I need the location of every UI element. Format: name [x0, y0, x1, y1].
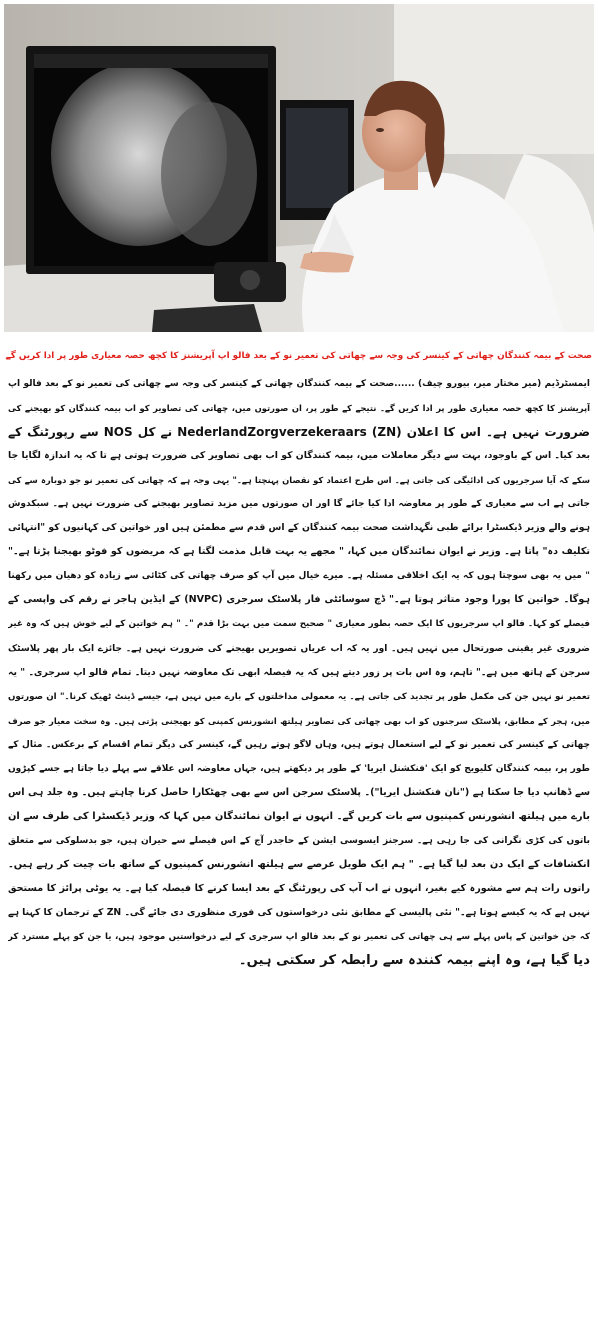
body-line: بارے میں ہیلتھ انشورنس کمپنیوں سے بات کریں گے۔ انہوں نے ایوان نمائندگان میں کہا کہ وزیر ڈیکسٹرا کی طرف سے ان: [8, 810, 590, 822]
body-line: ایمسٹرڈیم (میر مختار میر، بیورو چیف) ......صحت کے بیمہ کنندگان چھاتی کے کینسر کی وجہ سے چھاتی کی تعمیر نو کے بعد فالو اپ: [8, 379, 590, 389]
body-line: فیصلے کو کہا۔ فالو اپ سرجریوں کا ایک حصہ بطور معیاری " صحیح سمت میں بہت بڑا قدم "۔ " ہم خواتین کے لیے خوش ہیں کہ وہ غیر: [8, 619, 590, 630]
article-body: [8, 372, 590, 973]
body-line: کہ جن خواتین کے پاس پہلے سے ہی چھاتی کی تعمیر نو کے بعد فالو اپ سرجری کے لیے درخواستیں موجود ہیں، یا جن کو پہلے مسترد کر: [8, 932, 590, 943]
body-line-last: دیا گیا ہے، وہ اپنے بیمہ کنندہ سے رابطہ کر سکتی ہیں۔: [238, 953, 590, 969]
body-line: " میں یہ بھی سوچتا ہوں کہ یہ ایک اخلاقی مسئلہ ہے۔ میرے خیال میں آپ کو صرف چھاتی کی کٹائی سے زیادہ کو دھیان میں رکھنا: [8, 571, 590, 582]
body-line: سرجن کے ہاتھ میں ہے۔" تاہم، وہ اس بات پر زور دیتے ہیں کہ یہ فیصلہ ابھی تک معاوضہ نہیں دیتا۔ تمام فالو اپ سرجری۔ " یہ: [8, 666, 590, 678]
body-line: باتوں کی کڑی نگرانی کی جا رہی ہے۔ سرجنز ایسوسی ایشن کے حاجدر آج کے اس فیصلے سے حیران ہیں، جو بدسلوکی سے متعلق: [8, 835, 590, 846]
body-line: طور پر، بیمہ کنندگان کلیویج کو ایک 'فنکشنل ایریا' کے طور پر دیکھتے ہیں، جہاں معاوضہ اس علاقے سے پہلے دیا جاتا ہے جسے کپڑوں: [8, 763, 590, 774]
body-line: ہونے والے وزیر ڈیکسٹرا برائے طبی نگہداشت صحت بیمہ کنندگان کے اس قدم سے مطمئن ہیں اور خواتین کی کہانیوں کو "انتہائی: [8, 522, 590, 534]
body-line: میں، ہجر کے مطابق، پلاسٹک سرجنوں کو اب بھی چھاتی کی تصاویر ہیلتھ انشورنس کمپنی کو بھیجنی پڑتی ہیں۔ وہ سخت معیار جو صرف: [8, 715, 590, 726]
body-line: تکلیف دہ" پاتا ہے۔ وزیر نے ایوان نمائندگان میں کہا، " مجھے یہ بہت قابل مذمت لگتا ہے کہ مریضوں کو فوٹو بھیجنا پڑتا ہے۔": [8, 546, 590, 558]
mammogram-radiologist-photo: [4, 4, 594, 332]
article-photo: [4, 4, 594, 332]
body-line: ضروری غیر یقینی صورتحال میں نہیں ہیں۔ اور یہ کہ اب عریاں تصویریں بھیجنے کی ضرورت نہیں ہے۔ جائزے ایک بار پھر پلاسٹک: [8, 643, 590, 654]
body-line: جاتی ہے اب سے معیاری کے طور پر معاوضہ ادا کیا جائے گا اور ان صورتوں میں مزید تصاویر بھیجنے کی ضرورت نہیں ہے۔ سبکدوش: [8, 499, 590, 510]
body-line: ہوگا۔ خواتین کا پورا وجود متاثر ہوتا ہے۔" ڈچ سوسائٹی فار پلاسٹک سرجری (NVPC) کے ایڈین ہاجر نے رقم کی واپسی کے: [8, 594, 590, 606]
body-line: سے ڈھانپ دیا جا سکتا ہے ("نان فنکشنل ایریا")۔ پلاسٹک سرجن اس سے بھی چھٹکارا حاصل کرنا چاہتے ہیں۔ وہ جلد ہی اس: [8, 786, 590, 798]
body-line: نہیں ہے کہ یہ کیسے ہوتا ہے۔" نئی پالیسی کے مطابق نئی درخواستوں کی فوری منظوری دی جائے گی۔ ZN کے ترجمان کا کہنا ہے: [8, 907, 590, 919]
article-headline: صحت کے بیمہ کنندگان چھاتی کے کینسر کی وجہ سے چھاتی کی تعمیر نو کے بعد فالو اپ آپریشنز کا کچھ حصہ معیاری طور پر ادا کریں گے: [5, 351, 592, 361]
body-line: سکے کہ آیا سرجریوں کی ادائیگی کی جاتی ہے۔ اس طرح اعتماد کو نقصان پہنچتا ہے۔" یہی وجہ ہے کہ چھاتی کی تعمیر نو جو دوبارہ سے کی: [8, 475, 590, 486]
body-line: آپریشنز کا کچھ حصہ معیاری طور پر ادا کریں گے۔ نتیجے کے طور پر، ان صورتوں میں، چھاتی کی تصاویر کو اب بیمہ کنندگان کو بھیجنے کی: [8, 403, 590, 414]
body-line: راتوں رات ہم سے مشورہ کیے بغیر، انہوں نے اب آپ کی رپورٹنگ کے بعد ایسا کرنے کا فیصلہ کیا ہے۔ یہ یوٹی پرائز کا مستحق: [8, 882, 590, 894]
body-line: بعد کیا۔ اس کے باوجود، بہت سے دیگر معاملات میں، بیمہ کنندگان کو اب بھی تصاویر کی ضرورت ہوتی ہے تا کہ یہ اندازہ لگایا جا: [8, 450, 590, 462]
body-line: تعمیر نو نہیں جن کی مکمل طور پر تجدید کی جاتی ہے۔ یہ معمولی مداخلتوں کے بارے میں نہیں ہے، جیسے ڈینٹ ٹھیک کرنا۔" ان صورتوں: [8, 691, 590, 702]
body-line: چھاتی کے کینسر کی تعمیر نو کے لیے استعمال ہوتے ہیں، وہاں لاگو ہوتے رہیں گے، کینسر کی دیگر تمام اقسام کے برعکس۔ مثال کے: [8, 739, 590, 750]
body-line: ضرورت نہیں ہے۔ اس کا اعلان NederlandZorgverzekeraars (ZN) نے کل NOS سے رپورٹنگ کے: [8, 425, 590, 440]
body-line: انکشافات کے ایک دن بعد لیا گیا ہے۔ " ہم ایک طویل عرصے سے ہیلتھ انشورنس کمپنیوں کے ساتھ بات چیت کر رہے ہیں۔: [8, 858, 590, 870]
